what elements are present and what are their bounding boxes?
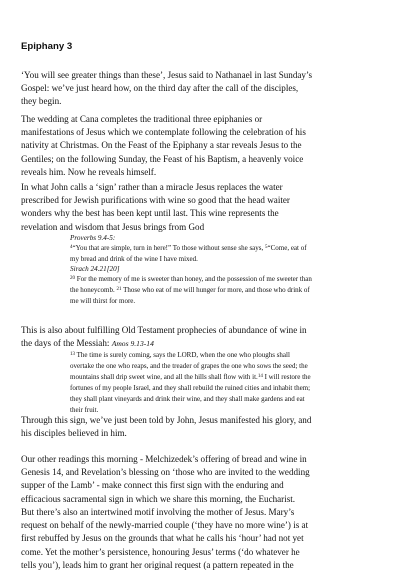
paragraph-line: come. Yet the mother’s persistence, honouring Jesus’ terms (‘do whatever he — [21, 546, 300, 557]
paragraph-1 — [21, 69, 386, 109]
paragraph-line: The wedding at Cana completes the traditional three epiphanies or — [21, 114, 263, 124]
paragraph-line: Genesis 14, and Revelation’s blessing on ‘those who are invited to the wedding — [21, 467, 310, 478]
paragraph-line: Through this sign, we’ve just been told by John, Jesus manifested his glory, and — [21, 415, 312, 425]
verse-number: 21 — [116, 287, 122, 293]
quote-text: the honeycomb. — [70, 286, 115, 295]
quote-line: they shall plant vineyards and drink their wine, and they shall make gardens and eat — [70, 394, 305, 403]
scripture-quote-2 — [70, 350, 388, 415]
paragraph-4 — [21, 324, 386, 350]
quote-text: I will restore the — [264, 372, 311, 381]
quote-text: The time is surely coming, says the LORD, when the one who ploughs shall — [76, 351, 290, 359]
quote-line: my bread and drink of the wine I have mixed. — [70, 255, 198, 264]
paragraph-line: manifestations of Jesus which we contemplate following the celebration of his — [21, 127, 306, 138]
quote-line: their fruit. — [70, 405, 99, 414]
scripture-reference: Amos 9.13-14 — [111, 339, 154, 349]
paragraph-line: But there’s also an intertwined motif involving the mother of Jesus. Mary’s — [21, 507, 295, 517]
paragraph-line: supper of the Lamb’ - make connect this first sign with the enduring and — [21, 480, 284, 491]
paragraph-6 — [21, 453, 386, 506]
paragraph-line: ‘You will see greater things than these’, Jesus said to Nathanael in last Sunday’s — [21, 70, 313, 80]
paragraph-line: Gospel: we’ve just heard how, on the third day after the call of the disciples, — [21, 83, 299, 94]
scripture-quote-1 — [70, 234, 388, 307]
paragraph-line: efficacious sacramental sign in which we share this morning, the Eucharist. — [21, 493, 296, 504]
quote-line: overtake the one who reaps, and the treader of grapes the one who sows the seed; the — [70, 361, 308, 370]
paragraph-line: Our other readings this morning - Melchizedek’s offering of bread and wine in — [21, 454, 307, 464]
paragraph-line: wonders why the best has been kept until last. This wine represents the — [21, 208, 279, 219]
quote-line — [70, 285, 388, 296]
quote-line — [70, 274, 388, 285]
paragraph-line: prescribed for Jewish purifications with wine so good that the head waiter — [21, 195, 290, 206]
paragraph-line: they begin. — [21, 96, 62, 107]
quote-text: “You that are simple, turn in here!” To those without sense she says, — [72, 244, 264, 253]
paragraph-line: revelation and wisdom that Jesus brings from God — [21, 221, 205, 232]
scripture-reference: Proverbs 9.4-5: — [70, 234, 116, 242]
paragraph-2 — [21, 113, 386, 179]
paragraph-line: tells you’), leads him to grant her original request (a pattern repeated in the — [21, 559, 294, 570]
paragraph-line — [21, 337, 386, 350]
quote-line — [70, 372, 388, 383]
quote-line: me will thirst for more. — [70, 297, 136, 306]
paragraph-line: Gentiles; on the following Sunday, the Feast of his Baptism, a heavenly voice — [21, 153, 304, 164]
paragraph-line: In what John calls a ‘sign’ rather than a miracle Jesus replaces the water — [21, 182, 283, 192]
paragraph-5 — [21, 414, 386, 440]
verse-number: 14 — [257, 373, 263, 379]
quote-line: fortunes of my people Israel, and they shall rebuild the ruined cities and inhabit them; — [70, 383, 311, 392]
quote-line — [70, 350, 388, 361]
paragraph-7 — [21, 506, 386, 572]
paragraph-text: the days of the Messiah: — [21, 338, 110, 349]
quote-text: Those who eat of me will hunger for more, and those who drink of — [123, 286, 310, 295]
quote-text: mountains shall drip sweet wine, and all the hills shall flow with it. — [70, 372, 258, 381]
paragraph-line: request on behalf of the newly-married couple (‘they have no more wine’) is at — [21, 520, 309, 531]
verse-number: 13 — [70, 352, 75, 357]
paragraph-line: nativity at Christmas. On the Feast of the Epiphany a star reveals Jesus to the — [21, 140, 302, 151]
paragraph-3 — [21, 181, 386, 234]
scripture-reference: Sirach 24.21[20] — [70, 265, 120, 274]
paragraph-line: reveals him. Now he reveals himself. — [21, 166, 157, 177]
verse-number: 4 — [70, 245, 73, 251]
verse-number: 5 — [265, 245, 268, 251]
paragraph-line: This is also about fulfilling Old Testament prophecies of abundance of wine in — [21, 325, 307, 335]
quote-text: For the memory of me is sweeter than honey, and the possession of me sweeter than — [76, 275, 312, 284]
quote-text: “Come, eat of — [267, 244, 307, 253]
paragraph-line: first rebuffed by Jesus on the grounds that what he calls his ‘hour’ had not yet — [21, 533, 304, 544]
page-title: Epiphany 3 — [21, 41, 73, 52]
verse-number: 20 — [70, 276, 75, 282]
paragraph-line: his disciples believed in him. — [21, 428, 127, 439]
quote-line — [70, 243, 388, 254]
